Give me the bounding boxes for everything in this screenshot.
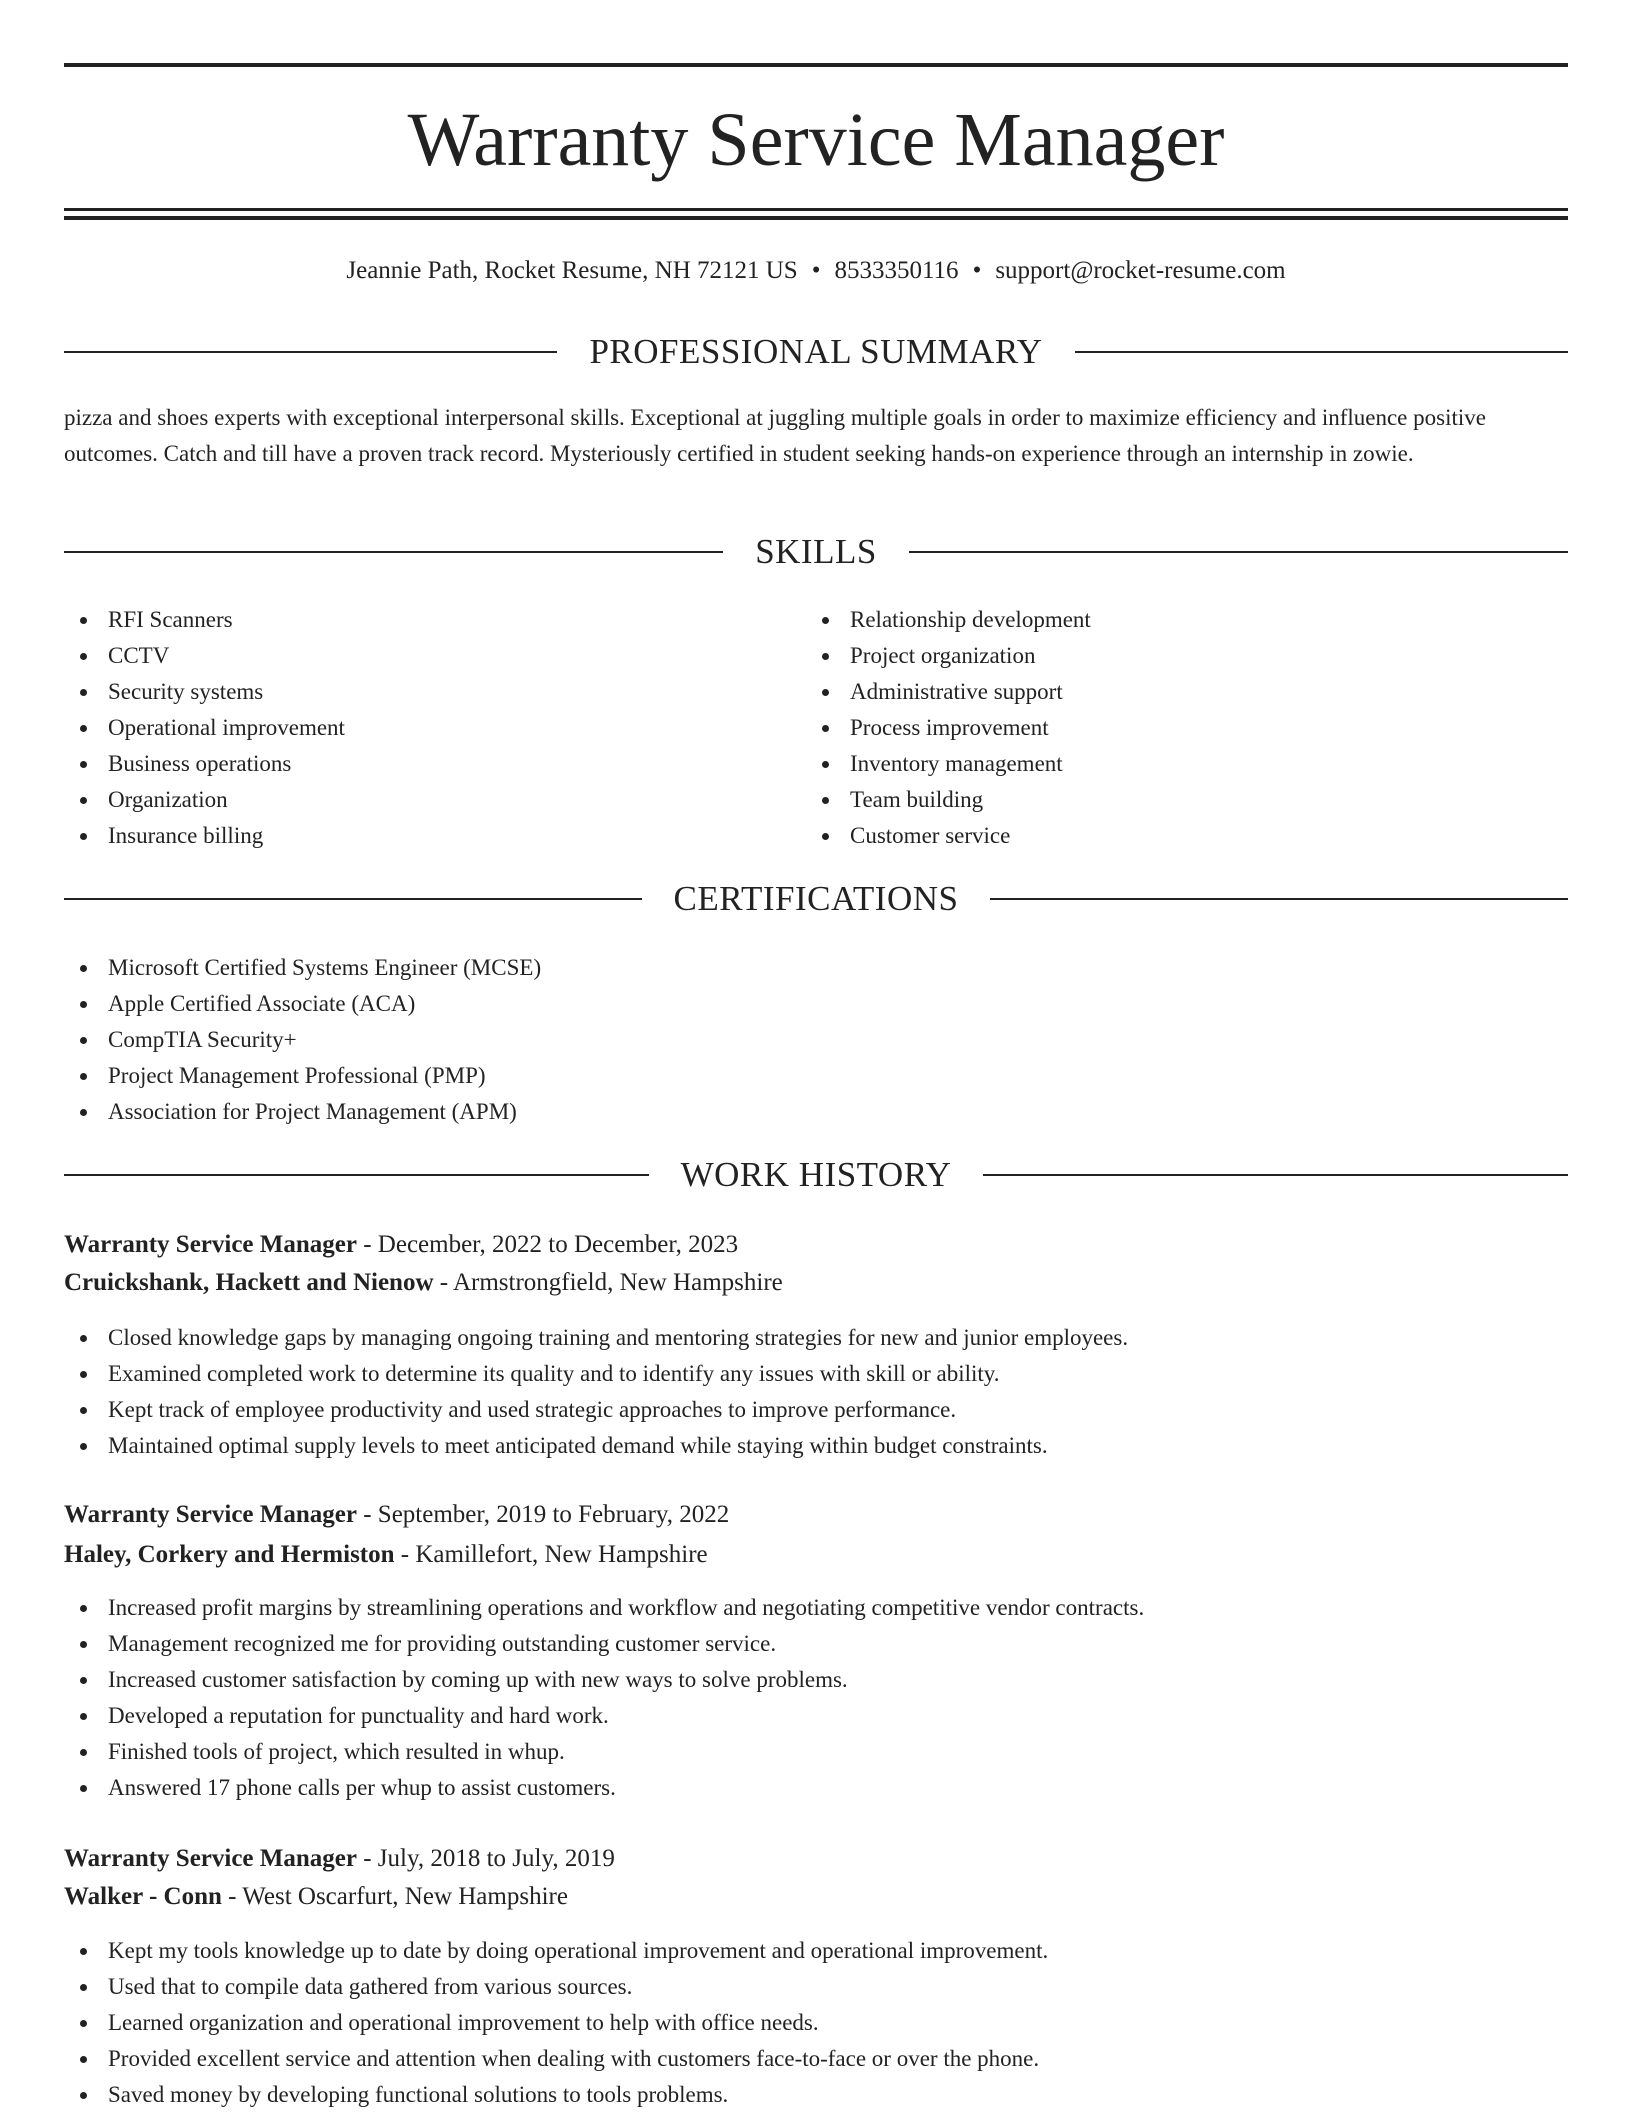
job-bullet: Developed a reputation for punctuality and hard work. [64, 1698, 1544, 1734]
resume-title: Warranty Service Manager [407, 98, 1225, 182]
job-location: Armstrongfield, New Hampshire [452, 1269, 783, 1296]
job-role: Warranty Service Manager [64, 1501, 357, 1528]
certification-item: Project Management Professional (PMP) [64, 1058, 1464, 1094]
contact-phone: 8533350116 [834, 257, 959, 284]
job-company-line [64, 1878, 1568, 1916]
contact-line [64, 254, 1568, 288]
heading-rule [990, 898, 1568, 900]
job-bullets [64, 1590, 1544, 1806]
job-bullet: Maintained optimal supply levels to meet anticipated demand while staying within budget constraints. [64, 1428, 1544, 1464]
section-title: CERTIFICATIONS [673, 879, 959, 918]
job-bullet: Examined completed work to determine its quality and to identify any issues with skill or ability. [64, 1356, 1544, 1392]
job-company-line [64, 1536, 1568, 1574]
dash: - [394, 1541, 416, 1568]
job-bullet: Finished tools of project, which resulted in whup. [64, 1734, 1544, 1770]
section-title: PROFESSIONAL SUMMARY [589, 332, 1043, 371]
job-company: Cruickshank, Hackett and Nienow [64, 1269, 434, 1296]
skill-item: Business operations [64, 746, 764, 782]
heading-rule [1075, 351, 1568, 353]
job-bullet: Increased customer satisfaction by coming up with new ways to solve problems. [64, 1662, 1544, 1698]
skill-item: Operational improvement [64, 710, 764, 746]
job-location: West Oscarfurt, New Hampshire [242, 1883, 568, 1910]
work-history-heading [64, 1153, 1568, 1197]
skill-item: Project organization [806, 638, 1506, 674]
skills-list-right [806, 602, 1506, 854]
job-bullet: Saved money by developing functional solutions to tools problems. [64, 2077, 1544, 2112]
job-bullet: Management recognized me for providing outstanding customer service. [64, 1626, 1544, 1662]
job-bullet: Used that to compile data gathered from various sources. [64, 1969, 1544, 2005]
skills-heading [64, 530, 1568, 574]
job-title-line [64, 1840, 1568, 1878]
heading-rule [64, 551, 723, 553]
certification-item: Apple Certified Associate (ACA) [64, 986, 1464, 1022]
job-title-line [64, 1226, 1568, 1264]
heading-rule [909, 551, 1568, 553]
job-dates: December, 2022 to December, 2023 [377, 1231, 739, 1258]
job-bullets [64, 1320, 1544, 1464]
skill-item: CCTV [64, 638, 764, 674]
job-role: Warranty Service Manager [64, 1231, 357, 1258]
skill-item: Administrative support [806, 674, 1506, 710]
dash: - [433, 1269, 453, 1296]
job-bullet: Kept track of employee productivity and used strategic approaches to improve performance. [64, 1392, 1544, 1428]
dash: - [221, 1883, 243, 1910]
certification-item: Microsoft Certified Systems Engineer (MCSE) [64, 950, 1464, 986]
skill-item: RFI Scanners [64, 602, 764, 638]
contact-email: support@rocket-resume.com [995, 257, 1286, 284]
job-role: Warranty Service Manager [64, 1845, 357, 1872]
section-title: SKILLS [755, 532, 877, 571]
summary-heading [64, 330, 1568, 374]
dash: - [356, 1501, 378, 1528]
job-bullet: Increased profit margins by streamlining operations and workflow and negotiating competitive vendor contracts. [64, 1590, 1544, 1626]
skill-item: Inventory management [806, 746, 1506, 782]
skill-item: Customer service [806, 818, 1506, 854]
title-double-rule [64, 208, 1568, 220]
certification-item: CompTIA Security+ [64, 1022, 1464, 1058]
skill-item: Relationship development [806, 602, 1506, 638]
skill-item: Security systems [64, 674, 764, 710]
top-rule [64, 63, 1568, 67]
job-bullet: Provided excellent service and attention when dealing with customers face-to-face or over the phone. [64, 2041, 1544, 2077]
job-bullet: Learned organization and operational improvement to help with office needs. [64, 2005, 1544, 2041]
heading-rule [64, 1174, 649, 1176]
skill-item: Team building [806, 782, 1506, 818]
skill-item: Organization [64, 782, 764, 818]
job-company: Walker - Conn [64, 1883, 222, 1910]
skill-item: Process improvement [806, 710, 1506, 746]
heading-rule [983, 1174, 1568, 1176]
certifications-list [64, 950, 1464, 1130]
job-dates: July, 2018 to July, 2019 [377, 1845, 615, 1872]
job-dates: September, 2019 to February, 2022 [377, 1501, 730, 1528]
dash: - [356, 1845, 378, 1872]
skill-item: Insurance billing [64, 818, 764, 854]
contact-address: Jeannie Path, Rocket Resume, NH 72121 US [346, 257, 798, 284]
certification-item: Association for Project Management (APM) [64, 1094, 1464, 1130]
job-location: Kamillefort, New Hampshire [415, 1541, 708, 1568]
skills-list-left [64, 602, 764, 854]
summary-text: pizza and shoes experts with exceptional interpersonal skills. Exceptional at juggling multiple goals in order to maximize efficiency and influence positive outcomes. Catch and till have a proven track record. Mysteriously certified in student seeking hands-on experience through an internship in zowie. [64, 405, 1486, 466]
heading-rule [64, 351, 557, 353]
job-bullet: Kept my tools knowledge up to date by doing operational improvement and operational improvement. [64, 1933, 1544, 1969]
job-bullets [64, 1933, 1544, 2112]
job-company-line [64, 1264, 1568, 1302]
dash: - [356, 1231, 378, 1258]
job-bullet: Closed knowledge gaps by managing ongoing training and mentoring strategies for new and junior employees. [64, 1320, 1544, 1356]
certifications-heading [64, 877, 1568, 921]
heading-rule [64, 898, 642, 900]
job-bullet: Answered 17 phone calls per whup to assist customers. [64, 1770, 1544, 1806]
contact-separator: • [811, 257, 821, 284]
job-company: Haley, Corkery and Hermiston [64, 1541, 395, 1568]
section-title: WORK HISTORY [680, 1155, 952, 1194]
contact-separator: • [972, 257, 982, 284]
job-title-line [64, 1496, 1568, 1534]
